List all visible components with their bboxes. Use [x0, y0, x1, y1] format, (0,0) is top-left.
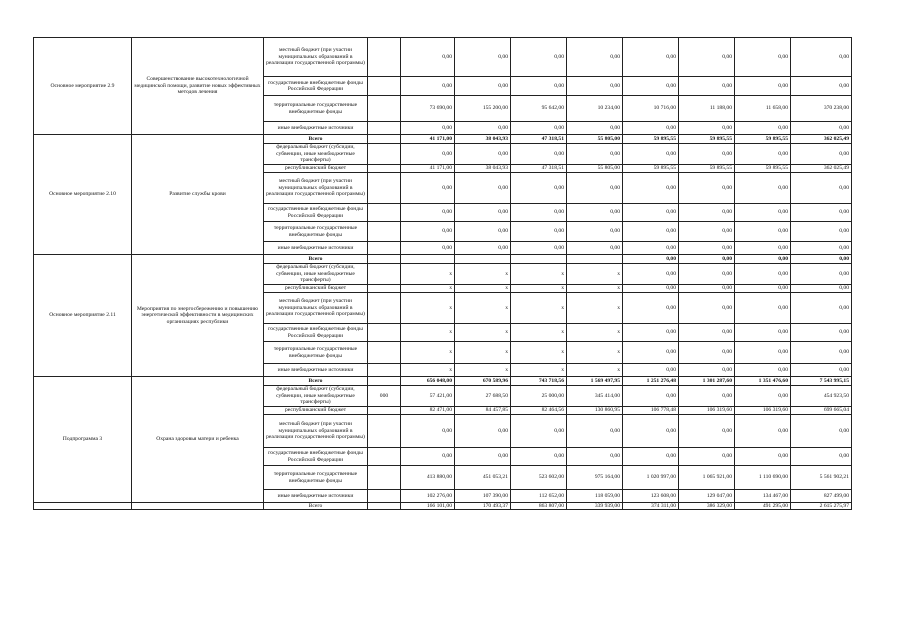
- amount-cell: 0,00: [679, 173, 735, 204]
- amount-cell: x: [511, 324, 567, 342]
- amount-cell: 1 251 276,48: [623, 377, 679, 386]
- amount-cell: 0,00: [735, 77, 791, 96]
- amount-cell: 0,00: [679, 122, 735, 135]
- amount-cell: 0,00: [791, 448, 852, 466]
- amount-cell: 0,00: [567, 222, 623, 242]
- amount-cell: 0,00: [791, 364, 852, 377]
- amount-cell: 11 188,00: [679, 96, 735, 122]
- amount-cell: 0,00: [511, 77, 567, 96]
- amount-cell: 0,00: [735, 415, 791, 448]
- amount-cell: 0,00: [735, 342, 791, 364]
- amount-cell: 0,00: [623, 448, 679, 466]
- amount-cell: 129 047,00: [679, 490, 735, 503]
- amount-cell: x: [401, 264, 455, 285]
- amount-cell: x: [511, 364, 567, 377]
- amount-cell: 59 895,55: [679, 165, 735, 173]
- budget-code: [368, 407, 401, 415]
- amount-cell: 0,00: [791, 122, 852, 135]
- amount-cell: 0,00: [401, 122, 455, 135]
- funding-source: республиканский бюджет: [264, 165, 368, 173]
- amount-cell: 41 171,00: [401, 165, 455, 173]
- amount-cell: 0,00: [401, 448, 455, 466]
- program-name: Основное мероприятие 2.11: [34, 255, 132, 377]
- table-row: [34, 377, 852, 386]
- program-name: Основное мероприятие 2.9: [34, 38, 132, 135]
- budget-code: [368, 165, 401, 173]
- amount-cell: 0,00: [791, 222, 852, 242]
- amount-cell: 454 923,50: [791, 386, 852, 407]
- amount-cell: 0,00: [679, 415, 735, 448]
- amount-cell: 0,00: [735, 122, 791, 135]
- amount-cell: 2 615 275,97: [791, 503, 852, 510]
- budget-code: [368, 264, 401, 285]
- amount-cell: 95 642,00: [511, 96, 567, 122]
- funding-source: местный бюджет (при участии муниципальных образований в реализации государственной программы): [264, 173, 368, 204]
- amount-cell: 130 860,95: [567, 407, 623, 415]
- amount-cell: [511, 255, 567, 264]
- amount-cell: 0,00: [791, 415, 852, 448]
- budget-code: [368, 144, 401, 165]
- amount-cell: 106 319,60: [735, 407, 791, 415]
- amount-cell: 59 895,55: [623, 165, 679, 173]
- amount-cell: 0,00: [735, 386, 791, 407]
- amount-cell: 0,00: [679, 38, 735, 77]
- amount-cell: 0,00: [567, 204, 623, 222]
- amount-cell: 0,00: [735, 255, 791, 264]
- table-row: [34, 135, 852, 144]
- amount-cell: 0,00: [567, 144, 623, 165]
- amount-cell: 0,00: [679, 324, 735, 342]
- table-row: [34, 38, 852, 77]
- budget-code: [368, 222, 401, 242]
- program-description: [132, 503, 264, 510]
- amount-cell: 59 895,55: [623, 135, 679, 144]
- amount-cell: x: [567, 364, 623, 377]
- amount-cell: 5 561 902,21: [791, 466, 852, 490]
- amount-cell: x: [455, 293, 511, 324]
- amount-cell: 0,00: [735, 448, 791, 466]
- amount-cell: 0,00: [511, 242, 567, 255]
- budget-code: [368, 364, 401, 377]
- amount-cell: 0,00: [401, 173, 455, 204]
- funding-source: республиканский бюджет: [264, 285, 368, 293]
- amount-cell: x: [511, 264, 567, 285]
- amount-cell: 0,00: [511, 204, 567, 222]
- amount-cell: 0,00: [735, 285, 791, 293]
- budget-code: [368, 324, 401, 342]
- budget-code: [368, 448, 401, 466]
- amount-cell: 699 665,04: [791, 407, 852, 415]
- amount-cell: 11 658,00: [735, 96, 791, 122]
- amount-cell: 0,00: [455, 415, 511, 448]
- amount-cell: 0,00: [623, 144, 679, 165]
- budget-code: [368, 415, 401, 448]
- funding-source: иные внебюджетные источники: [264, 122, 368, 135]
- amount-cell: 118 059,00: [567, 490, 623, 503]
- funding-source: территориальные государственные внебюджетные фонды: [264, 96, 368, 122]
- amount-cell: [455, 255, 511, 264]
- amount-cell: 0,00: [623, 38, 679, 77]
- budget-code: [368, 377, 401, 386]
- amount-cell: 0,00: [679, 386, 735, 407]
- funding-source: Всего: [264, 503, 368, 510]
- amount-cell: 0,00: [679, 448, 735, 466]
- amount-cell: 27 688,50: [455, 386, 511, 407]
- amount-cell: 0,00: [511, 222, 567, 242]
- amount-cell: 84 457,85: [455, 407, 511, 415]
- amount-cell: 0,00: [791, 342, 852, 364]
- budget-code: [368, 466, 401, 490]
- amount-cell: 0,00: [401, 38, 455, 77]
- amount-cell: 670 589,96: [455, 377, 511, 386]
- amount-cell: 0,00: [679, 342, 735, 364]
- amount-cell: 523 602,00: [511, 466, 567, 490]
- budget-code: [368, 293, 401, 324]
- amount-cell: 0,00: [735, 242, 791, 255]
- amount-cell: 0,00: [623, 415, 679, 448]
- funding-source: местный бюджет (при участии муниципальных образований в реализации государственной программы): [264, 293, 368, 324]
- budget-table: [33, 37, 852, 510]
- amount-cell: 112 652,00: [511, 490, 567, 503]
- funding-source: территориальные государственные внебюджетные фонды: [264, 466, 368, 490]
- amount-cell: x: [511, 293, 567, 324]
- amount-cell: x: [455, 364, 511, 377]
- amount-cell: 345 414,00: [567, 386, 623, 407]
- amount-cell: x: [401, 364, 455, 377]
- amount-cell: 10 234,00: [567, 96, 623, 122]
- amount-cell: 0,00: [401, 415, 455, 448]
- amount-cell: 38 043,93: [455, 165, 511, 173]
- amount-cell: 0,00: [511, 122, 567, 135]
- amount-cell: 0,00: [735, 264, 791, 285]
- funding-source: иные внебюджетные источники: [264, 242, 368, 255]
- program-name: Подпрограмма 3: [34, 377, 132, 503]
- amount-cell: 59 895,55: [735, 165, 791, 173]
- amount-cell: 362 025,49: [791, 165, 852, 173]
- amount-cell: 386 329,00: [679, 503, 735, 510]
- amount-cell: 0,00: [623, 255, 679, 264]
- funding-source: Всего: [264, 135, 368, 144]
- amount-cell: 0,00: [679, 255, 735, 264]
- amount-cell: 134 467,00: [735, 490, 791, 503]
- amount-cell: 413 880,00: [401, 466, 455, 490]
- amount-cell: 0,00: [455, 173, 511, 204]
- amount-cell: 0,00: [791, 144, 852, 165]
- funding-source: федеральный бюджет (субсидии, субвенции, иные межбюджетные трансферты): [264, 386, 368, 407]
- amount-cell: 0,00: [401, 144, 455, 165]
- funding-source: федеральный бюджет (субсидии, субвенции, иные межбюджетные трансферты): [264, 144, 368, 165]
- amount-cell: 0,00: [735, 222, 791, 242]
- amount-cell: 0,00: [791, 264, 852, 285]
- budget-code: [368, 96, 401, 122]
- funding-source: иные внебюджетные источники: [264, 364, 368, 377]
- amount-cell: 0,00: [791, 77, 852, 96]
- amount-cell: 0,00: [735, 293, 791, 324]
- amount-cell: 0,00: [455, 122, 511, 135]
- funding-source: территориальные государственные внебюджетные фонды: [264, 342, 368, 364]
- funding-source: Всего: [264, 255, 368, 264]
- amount-cell: 0,00: [401, 204, 455, 222]
- amount-cell: x: [511, 342, 567, 364]
- amount-cell: 0,00: [511, 173, 567, 204]
- amount-cell: 0,00: [679, 364, 735, 377]
- amount-cell: x: [567, 293, 623, 324]
- amount-cell: 0,00: [791, 324, 852, 342]
- amount-cell: 0,00: [791, 255, 852, 264]
- budget-code: [368, 242, 401, 255]
- amount-cell: 47 318,51: [511, 165, 567, 173]
- amount-cell: 0,00: [455, 38, 511, 77]
- amount-cell: 451 053,21: [455, 466, 511, 490]
- amount-cell: 0,00: [623, 285, 679, 293]
- amount-cell: x: [455, 285, 511, 293]
- amount-cell: 59 895,55: [679, 135, 735, 144]
- amount-cell: 0,00: [735, 324, 791, 342]
- funding-source: государственные внебюджетные фонды Российской Федерации: [264, 204, 368, 222]
- amount-cell: x: [567, 264, 623, 285]
- amount-cell: 106 319,60: [679, 407, 735, 415]
- amount-cell: 863 807,00: [511, 503, 567, 510]
- amount-cell: 0,00: [623, 242, 679, 255]
- amount-cell: 0,00: [623, 324, 679, 342]
- amount-cell: 166 101,00: [401, 503, 455, 510]
- amount-cell: 0,00: [401, 242, 455, 255]
- amount-cell: 656 048,00: [401, 377, 455, 386]
- amount-cell: 0,00: [679, 264, 735, 285]
- amount-cell: 975 164,00: [567, 466, 623, 490]
- amount-cell: 7 543 995,15: [791, 377, 852, 386]
- table-row: [34, 255, 852, 264]
- amount-cell: 0,00: [735, 144, 791, 165]
- amount-cell: 55 805,00: [567, 165, 623, 173]
- amount-cell: 0,00: [511, 415, 567, 448]
- budget-code: [368, 490, 401, 503]
- funding-source: местный бюджет (при участии муниципальных образований в реализации государственной программы): [264, 38, 368, 77]
- amount-cell: 0,00: [567, 38, 623, 77]
- amount-cell: 0,00: [567, 448, 623, 466]
- amount-cell: 0,00: [791, 242, 852, 255]
- amount-cell: 0,00: [511, 448, 567, 466]
- amount-cell: 0,00: [455, 222, 511, 242]
- funding-source: местный бюджет (при участии муниципальных образований в реализации государственной программы): [264, 415, 368, 448]
- amount-cell: 82 464,56: [511, 407, 567, 415]
- amount-cell: 0,00: [679, 242, 735, 255]
- amount-cell: 1 351 476,60: [735, 377, 791, 386]
- amount-cell: x: [567, 324, 623, 342]
- amount-cell: 0,00: [455, 144, 511, 165]
- amount-cell: 339 939,00: [567, 503, 623, 510]
- amount-cell: 0,00: [455, 242, 511, 255]
- budget-code: [368, 135, 401, 144]
- amount-cell: 374 311,00: [623, 503, 679, 510]
- amount-cell: 0,00: [567, 77, 623, 96]
- table-row: [34, 503, 852, 510]
- budget-code: [368, 503, 401, 510]
- amount-cell: 0,00: [679, 293, 735, 324]
- amount-cell: 0,00: [567, 242, 623, 255]
- amount-cell: 1 065 921,00: [679, 466, 735, 490]
- amount-cell: 59 895,55: [735, 135, 791, 144]
- amount-cell: 0,00: [567, 415, 623, 448]
- funding-source: государственные внебюджетные фонды Российской Федерации: [264, 77, 368, 96]
- amount-cell: 0,00: [623, 173, 679, 204]
- amount-cell: 0,00: [511, 38, 567, 77]
- program-description: Мероприятия по энергосбережению и повышению энергетической эффективности в медицинских организациях республики: [132, 255, 264, 377]
- funding-source: Всего: [264, 377, 368, 386]
- amount-cell: 38 043,93: [455, 135, 511, 144]
- amount-cell: 0,00: [679, 285, 735, 293]
- amount-cell: x: [455, 264, 511, 285]
- budget-code: 000: [368, 386, 401, 407]
- amount-cell: 25 000,00: [511, 386, 567, 407]
- amount-cell: 827 499,00: [791, 490, 852, 503]
- amount-cell: x: [401, 285, 455, 293]
- amount-cell: 0,00: [567, 173, 623, 204]
- amount-cell: 47 318,51: [511, 135, 567, 144]
- amount-cell: 0,00: [735, 204, 791, 222]
- funding-source: федеральный бюджет (субсидии, субвенции, иные межбюджетные трансферты): [264, 264, 368, 285]
- amount-cell: 0,00: [567, 122, 623, 135]
- amount-cell: 0,00: [623, 364, 679, 377]
- budget-code: [368, 285, 401, 293]
- amount-cell: 155 200,00: [455, 96, 511, 122]
- amount-cell: [567, 255, 623, 264]
- funding-source: государственные внебюджетные фонды Российской Федерации: [264, 448, 368, 466]
- amount-cell: 0,00: [401, 77, 455, 96]
- amount-cell: x: [401, 324, 455, 342]
- amount-cell: 370 238,00: [791, 96, 852, 122]
- amount-cell: 0,00: [623, 204, 679, 222]
- amount-cell: x: [455, 324, 511, 342]
- amount-cell: 0,00: [623, 293, 679, 324]
- amount-cell: 1 020 997,00: [623, 466, 679, 490]
- amount-cell: 0,00: [735, 173, 791, 204]
- program-description: Совершенствование высокотехнологичной медицинской помощи, развитие новых эффективных методов лечения: [132, 38, 264, 135]
- amount-cell: x: [567, 342, 623, 364]
- budget-code: [368, 342, 401, 364]
- amount-cell: 0,00: [455, 448, 511, 466]
- budget-code: [368, 38, 401, 77]
- amount-cell: 0,00: [791, 204, 852, 222]
- amount-cell: 0,00: [623, 386, 679, 407]
- amount-cell: 170 493,37: [455, 503, 511, 510]
- amount-cell: 55 805,00: [567, 135, 623, 144]
- amount-cell: [401, 255, 455, 264]
- amount-cell: 491 295,00: [735, 503, 791, 510]
- budget-code: [368, 77, 401, 96]
- amount-cell: 0,00: [511, 144, 567, 165]
- amount-cell: 0,00: [679, 204, 735, 222]
- amount-cell: 106 778,48: [623, 407, 679, 415]
- amount-cell: x: [401, 293, 455, 324]
- amount-cell: 107 390,00: [455, 490, 511, 503]
- funding-source: иные внебюджетные источники: [264, 490, 368, 503]
- amount-cell: 0,00: [623, 122, 679, 135]
- amount-cell: 743 718,56: [511, 377, 567, 386]
- amount-cell: x: [455, 342, 511, 364]
- amount-cell: 0,00: [735, 38, 791, 77]
- amount-cell: 0,00: [679, 77, 735, 96]
- amount-cell: 0,00: [623, 264, 679, 285]
- amount-cell: 0,00: [401, 222, 455, 242]
- amount-cell: x: [567, 285, 623, 293]
- amount-cell: 57 421,00: [401, 386, 455, 407]
- amount-cell: 0,00: [623, 222, 679, 242]
- amount-cell: 73 690,00: [401, 96, 455, 122]
- budget-code: [368, 204, 401, 222]
- amount-cell: 0,00: [679, 144, 735, 165]
- program-name: Основное мероприятие 2.10: [34, 135, 132, 255]
- amount-cell: 0,00: [735, 364, 791, 377]
- budget-code: [368, 122, 401, 135]
- amount-cell: 0,00: [455, 204, 511, 222]
- program-description: Охрана здоровья матери и ребенка: [132, 377, 264, 503]
- amount-cell: 0,00: [679, 222, 735, 242]
- budget-code: [368, 255, 401, 264]
- amount-cell: 0,00: [455, 77, 511, 96]
- budget-code: [368, 173, 401, 204]
- amount-cell: 41 171,00: [401, 135, 455, 144]
- amount-cell: 82 471,00: [401, 407, 455, 415]
- amount-cell: 0,00: [623, 77, 679, 96]
- funding-source: государственные внебюджетные фонды Российской Федерации: [264, 324, 368, 342]
- funding-source: территориальные государственные внебюджетные фонды: [264, 222, 368, 242]
- program-description: Развитие службы крови: [132, 135, 264, 255]
- amount-cell: 10 716,00: [623, 96, 679, 122]
- amount-cell: x: [401, 342, 455, 364]
- amount-cell: 102 276,00: [401, 490, 455, 503]
- amount-cell: 0,00: [791, 38, 852, 77]
- amount-cell: 0,00: [623, 342, 679, 364]
- amount-cell: 0,00: [791, 285, 852, 293]
- amount-cell: 1 110 690,00: [735, 466, 791, 490]
- amount-cell: 123 608,00: [623, 490, 679, 503]
- amount-cell: 0,00: [791, 293, 852, 324]
- amount-cell: 1 301 287,60: [679, 377, 735, 386]
- amount-cell: 1 569 497,95: [567, 377, 623, 386]
- amount-cell: 0,00: [791, 173, 852, 204]
- amount-cell: 362 025,49: [791, 135, 852, 144]
- program-name: [34, 503, 132, 510]
- amount-cell: x: [511, 285, 567, 293]
- funding-source: республиканский бюджет: [264, 407, 368, 415]
